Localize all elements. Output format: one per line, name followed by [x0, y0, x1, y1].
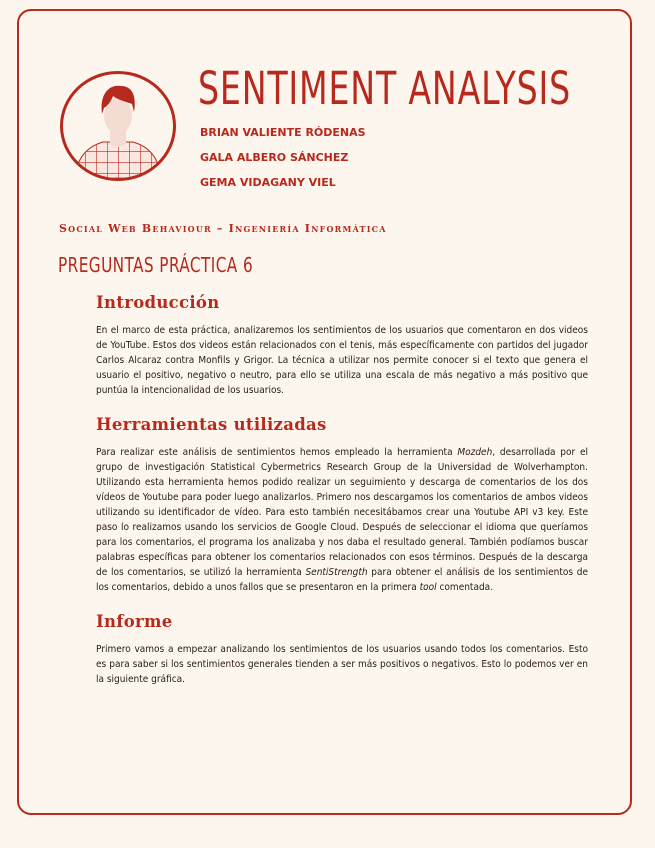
course-subject: Social Web Behaviour – Ingeniería Informática: [59, 222, 387, 235]
author-name: GALA ALBERO SÁNCHEZ: [200, 151, 349, 164]
practice-title: PREGUNTAS PRÁCTICA 6: [58, 253, 254, 277]
tool-name-mozdeh: Mozdeh: [457, 447, 493, 458]
section-heading-intro: Introducción: [96, 293, 220, 312]
author-name: GEMA VIDAGANY VIEL: [200, 176, 336, 189]
tool-word: tool: [419, 582, 437, 593]
section-heading-tools: Herramientas utilizadas: [96, 415, 327, 434]
document-title: SENTIMENT ANALYSIS: [198, 62, 571, 115]
author-list: [200, 124, 366, 199]
section-text-tools: Para realizar este análisis de sentimientos hemos empleado la herramienta Mozdeh, desarrollada por el grupo de investigación Statistical Cybermetrics Research Group de la Universidad de Wolverhampton. Utilizando esta herramienta hemos podido realizar un seguimiento y descarga de comentarios de los dos vídeos de Youtube para poder luego analizarlos. Primero nos descargamos los comentarios de ambos videos utilizando su identificador de vídeo. Para esto también necesitábamos crear una Youtube API v3 key. Este paso lo realizamos usando los servicios de Google Cloud. Después de seleccionar el idioma que queríamos para los comentarios, el programa los analizaba y nos daba el resultado general. También podíamos buscar palabras específicas para obtener los comentarios relacionados con esos términos. Después de la descarga de los comentarios, se utilizó la herramienta SentiStrength para obtener el análisis de los sentimientos de los comentarios, debido a unos fallos que se presentaron en la primera tool comentada.: [96, 447, 589, 593]
section-text-report: Primero vamos a empezar analizando los sentimientos de los usuarios usando todos los comentarios. Esto es para saber si los sentimientos generales tienden a ser más positivos o negativos. Esto lo podemos ver en la siguiente gráfica.: [96, 644, 588, 685]
author-name: BRIAN VALIENTE RÓDENAS: [200, 126, 366, 139]
tool-name-sentistrength: SentiStrength: [305, 567, 368, 578]
section-heading-report: Informe: [96, 612, 173, 631]
section-text-intro: En el marco de esta práctica, analizaremos los sentimientos de los usuarios que comentaron en dos videos de YouTube. Estos dos videos están relacionados con el tenis, más específicamente con partidos del jugador Carlos Alcaraz contra Monfils y Grigor. La técnica a utilizar nos permite conocer si el texto que genera el usuario el positivo, negativo o neutro, para ello se utiliza una escala de más negativo a más positivo que puntúa la intencionalidad de los usuarios.: [96, 325, 588, 396]
document-body: [96, 290, 588, 701]
person-avatar-icon: [60, 71, 176, 181]
